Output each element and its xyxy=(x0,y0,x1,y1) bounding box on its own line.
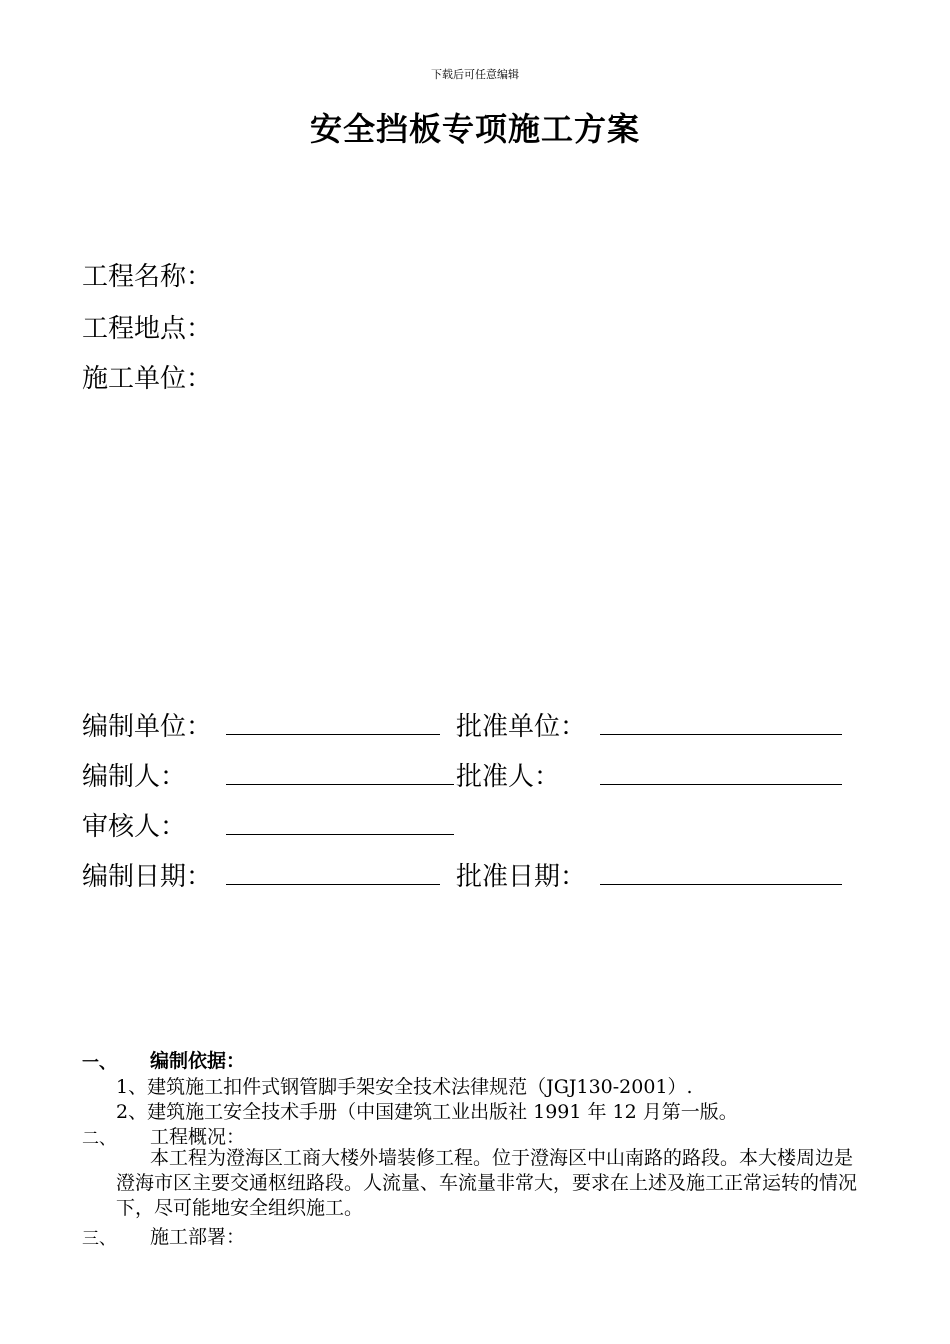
header-note: 下载后可任意编辑 xyxy=(431,68,519,81)
section2-title: 工程概况： xyxy=(150,1126,246,1148)
reviewer-line[interactable] xyxy=(226,834,454,835)
section1-title: 编制依据： xyxy=(150,1050,246,1072)
compile-date-label: 编制日期： xyxy=(82,862,213,892)
project-name-label: 工程名称： xyxy=(82,262,213,292)
compile-unit-line[interactable] xyxy=(226,734,440,735)
reviewer-label: 审核人： xyxy=(82,812,187,842)
approve-unit-label: 批准单位： xyxy=(456,712,587,742)
approve-unit-line[interactable] xyxy=(600,734,842,735)
construction-unit-label: 施工单位： xyxy=(82,364,213,394)
document-title: 安全挡板专项施工方案 xyxy=(309,110,640,148)
section3-title: 施工部署： xyxy=(150,1226,246,1248)
compile-date-line[interactable] xyxy=(226,884,440,885)
section1-number: 一、 xyxy=(82,1053,116,1073)
section3-number: 三、 xyxy=(82,1229,116,1249)
project-location-label: 工程地点： xyxy=(82,314,213,344)
approver-line[interactable] xyxy=(600,784,842,785)
compiler-line[interactable] xyxy=(226,784,454,785)
section1-item2: 2、建筑施工安全技术手册（中国建筑工业出版社 1991 年 12 月第一版。 xyxy=(116,1101,738,1123)
section2-number: 二、 xyxy=(82,1129,116,1149)
approve-date-label: 批准日期： xyxy=(456,862,587,892)
approver-label: 批准人： xyxy=(456,762,561,792)
section1-item1: 1、建筑施工扣件式钢管脚手架安全技术法律规范（JGJ130-2001）. xyxy=(116,1076,693,1098)
compiler-label: 编制人： xyxy=(82,762,187,792)
section2-paragraph: 本工程为澄海区工商大楼外墙装修工程。位于澄海区中山南路的路段。本大楼周边是澄海市区主要交通枢纽路段。人流量、车流量非常大，要求在上述及施工正常运转的情况下，尽可能地安全组织施工。 xyxy=(116,1147,858,1219)
approve-date-line[interactable] xyxy=(600,884,842,885)
compile-unit-label: 编制单位： xyxy=(82,712,213,742)
